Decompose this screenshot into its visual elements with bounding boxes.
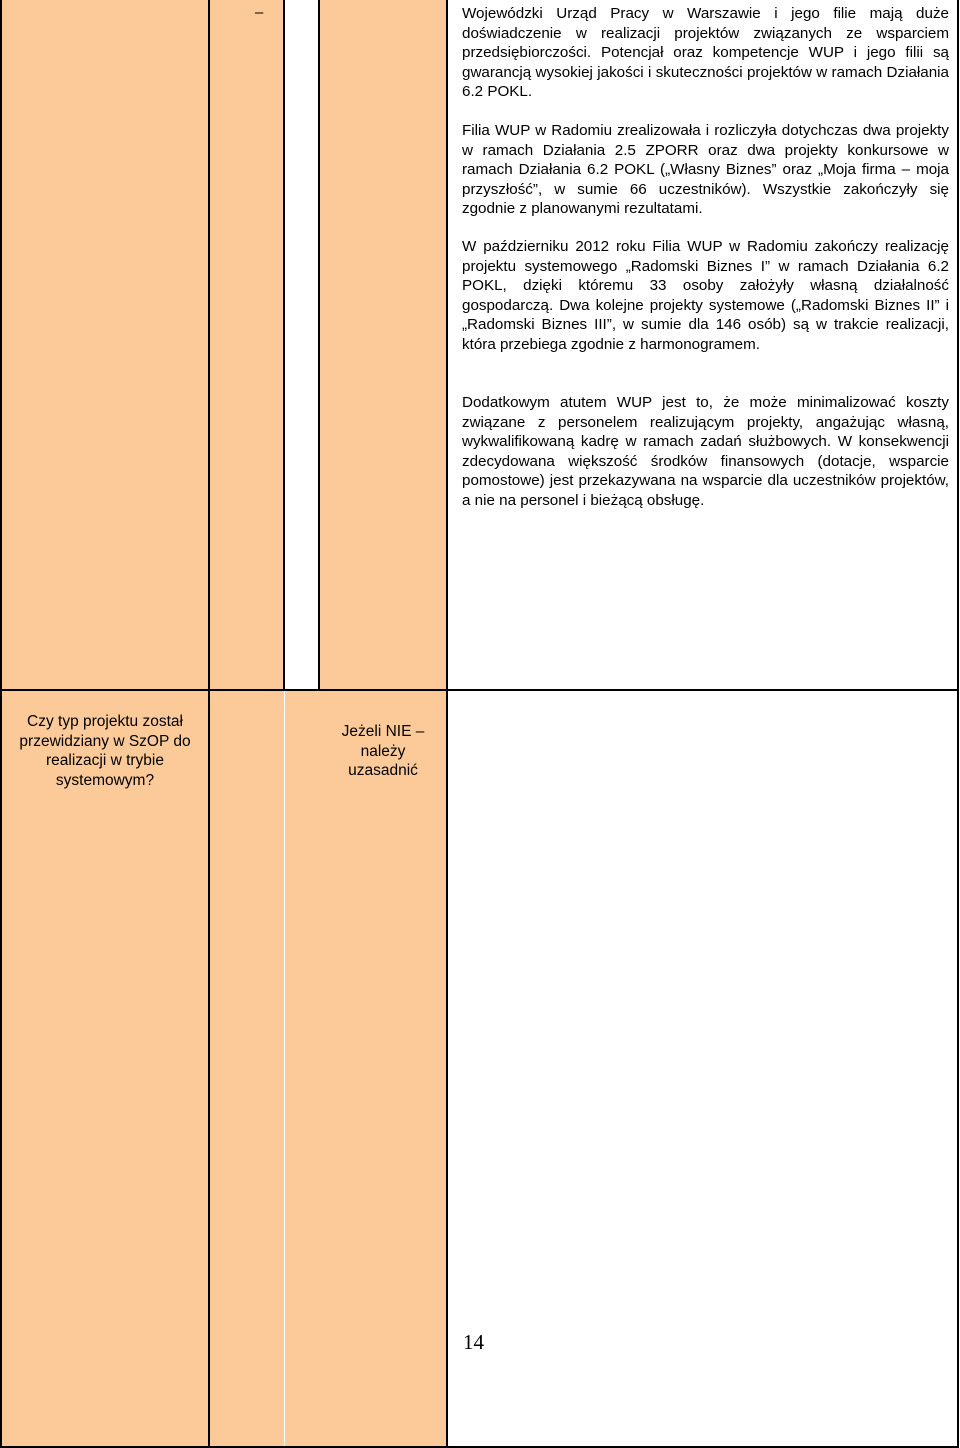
dash-marker: – [255,4,264,21]
border-col-1 [208,0,210,1448]
border-left [0,0,2,1448]
column-middle-right-background [285,690,447,1448]
column-spacer [285,0,319,690]
border-col-3 [318,0,320,690]
question-project-type: Czy typ projektu został przewidziany w SzOP do realizacji w trybie systemowym? [19,713,191,789]
paragraph-wup-experience: Wojewódzki Urząd Pracy w Warszawie i jego filie mają duże doświadczenie w realizacji projektów związanych ze wsparciem przedsiębiorczości. Potencjał oraz kompetencje WUP i jego filii są gwarancją wysokiej jakości i skuteczności projektów w ramach Działania 6.2 POKL. [462,5,949,100]
page-number: 14 [463,1330,484,1354]
row-divider [0,689,959,691]
instruction-justify: Jeżeli NIE – należy uzasadnić [341,723,425,779]
paragraph-radomski-biznes: W październiku 2012 roku Filia WUP w Radomiu zakończy realizację projektu systemowego „Radomski Biznes I” w ramach Działania 6.2 POKL, dzięki któremu 33 osoby założyły własną działalność gospodarczą. Dwa kolejne projekty systemowe („Radomski Biznes II” i „Radomski Biznes III”, w sumie dla 146 osób) są w trakcie realizacji, która przebiega zgodnie z harmonogramem. [462,238,949,353]
column-middle-background [210,0,284,1448]
column-narrow-background [320,0,447,690]
border-col-4 [446,0,448,1448]
border-right [957,0,959,1448]
paragraph-cost-advantage: Dodatkowym atutem WUP jest to, że może minimalizować koszty związane z personelem realizującym projekty, angażując własną, wykwalifikowaną kadrę w ramach zadań służbowych. W konsekwencji zdecydowana większość środków finansowych (dotacje, wsparcie pomostowe) jest przekazywana na wsparcie dla uczestników projektów, a nie na personel i bieżącą obsługę. [462,394,949,509]
paragraph-radom-projects: Filia WUP w Radomiu zrealizowała i rozliczyła dotychczas dwa projekty w ramach Działania 2.5 ZPORR oraz dwa projekty konkursowe w ramach Działania 6.2 POKL („Własny Biznes” oraz „Moja firma – moja przyszłość”, w sumie 66 uczestników). Wszystkie zakończyły się zgodnie z planowanymi rezultatami. [462,122,949,217]
border-col-2 [283,0,285,690]
